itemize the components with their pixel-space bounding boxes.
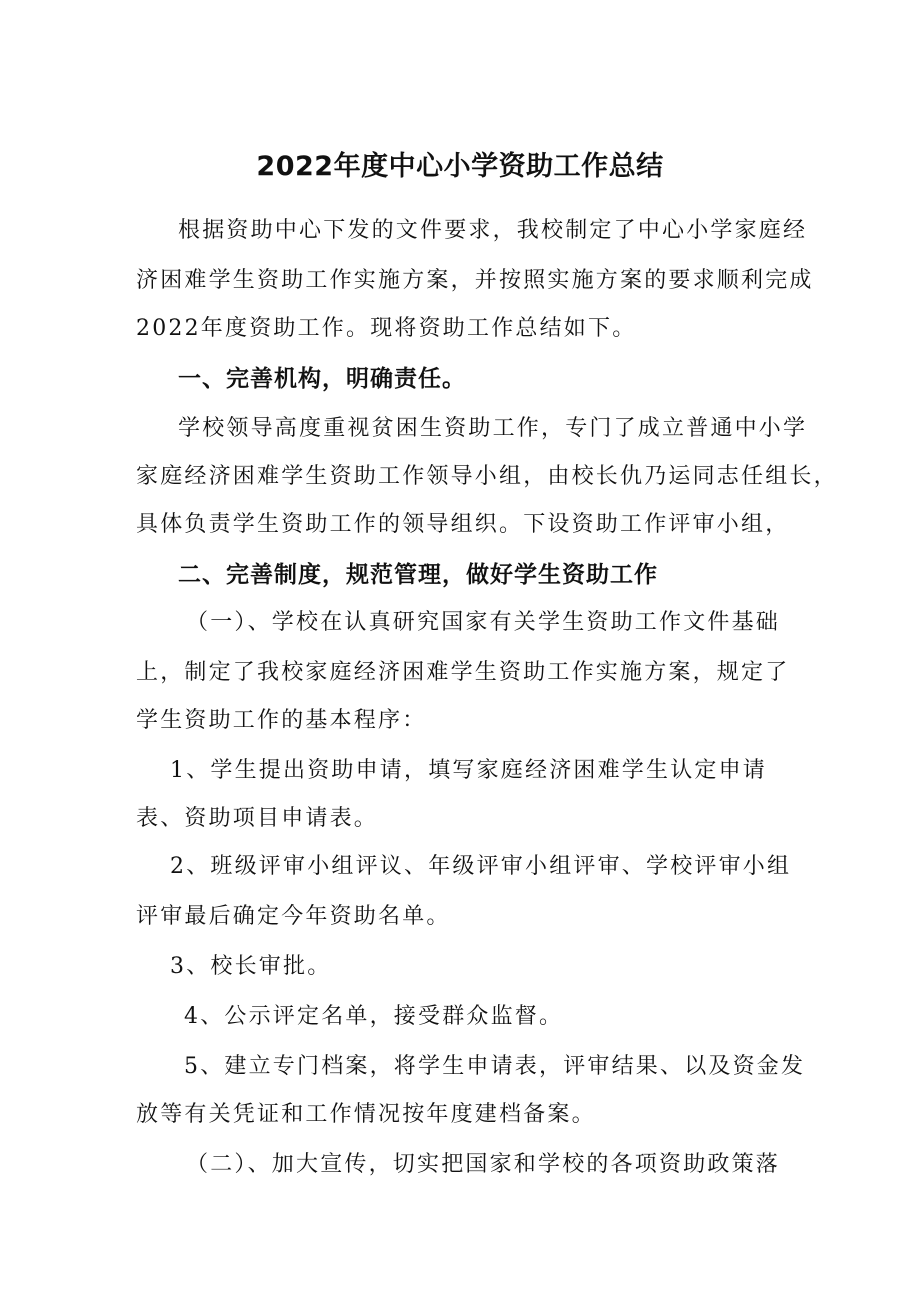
subsection-1-line-3: 学生资助工作的基本程序： [136, 708, 427, 733]
subsection-1-line-1: （一）、学校在认真研究国家有关学生资助工作文件基础 [186, 610, 781, 635]
intro-line-2: 济困难学生资助工作实施方案，并按照实施方案的要求顺利完成 [136, 268, 814, 293]
item-2-line-2: 评审最后确定今年资助名单。 [136, 904, 451, 929]
section-2-heading: 二、完善制度，规范管理，做好学生资助工作 [178, 562, 658, 588]
item-5-line-2: 放等有关凭证和工作情况按年度建档备案。 [136, 1102, 596, 1127]
subsection-2-line-1: （二）、加大宣传，切实把国家和学校的各项资助政策落 [186, 1152, 781, 1177]
item-1-line-1: 1、学生提出资助申请，填写家庭经济困难学生认定申请 [170, 758, 767, 783]
intro-line-1: 根据资助中心下发的文件要求，我校制定了中心小学家庭经 [178, 218, 808, 243]
item-3-line-1: 3、校长审批。 [170, 954, 332, 979]
item-2-line-1: 2、班级评审小组评议、年级评审小组评审、学校评审小组 [170, 854, 792, 879]
item-5-line-1: 5、建立专门档案，将学生申请表，评审结果、以及资金发 [184, 1054, 806, 1079]
section-1-line-1: 学校领导高度重视贫困生资助工作，专门了成立普通中小学 [178, 416, 808, 441]
document-title: 2022年度中心小学资助工作总结 [256, 151, 664, 182]
subsection-1-line-2: 上，制定了我校家庭经济困难学生资助工作实施方案，规定了 [136, 660, 790, 685]
section-1-heading: 一、完善机构，明确责任。 [178, 366, 466, 392]
section-1-line-3: 具体负责学生资助工作的领导组织。下设资助工作评审小组， [136, 512, 790, 537]
item-1-line-2: 表、资助项目申请表。 [136, 806, 379, 831]
item-4-line-1: 4、公示评定名单，接受群众监督。 [184, 1004, 564, 1029]
section-1-line-2: 家庭经济困难学生资助工作领导小组，由校长仇乃运同志任组长， [136, 464, 838, 489]
intro-line-3: 2022年度资助工作。现将资助工作总结如下。 [136, 316, 637, 341]
